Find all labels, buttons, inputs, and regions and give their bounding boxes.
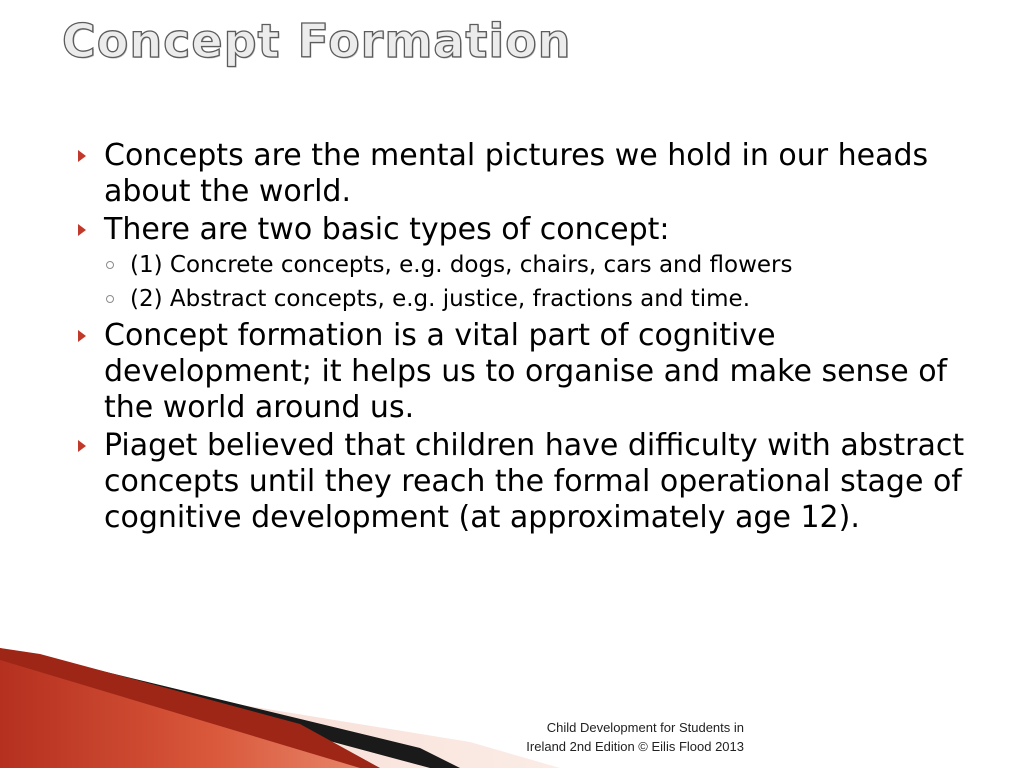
- bullet-text: There are two basic types of concept:: [104, 212, 670, 247]
- sub-bullet-text: (1) Concrete concepts, e.g. dogs, chairs, cars and flowers: [130, 252, 793, 278]
- footer-line: Ireland 2nd Edition © Eilis Flood 2013: [526, 739, 744, 754]
- bullet-text: Concept formation is a vital part of cognitive development; it helps us to organise and make sense of the world around us.: [104, 318, 948, 425]
- sub-bullet-text: (2) Abstract concepts, e.g. justice, fractions and time.: [130, 286, 751, 312]
- slide-title: Concept Formation: [62, 14, 572, 68]
- footer-line: Child Development for Students in: [546, 720, 744, 735]
- bullet-text: Piaget believed that children have difficulty with abstract concepts until they reach the formal operational stage of cognitive development (at approximately age 12).: [104, 428, 965, 535]
- footer-credit: [424, 718, 744, 756]
- bullet-text: Concepts are the mental pictures we hold in our heads about the world.: [104, 138, 929, 209]
